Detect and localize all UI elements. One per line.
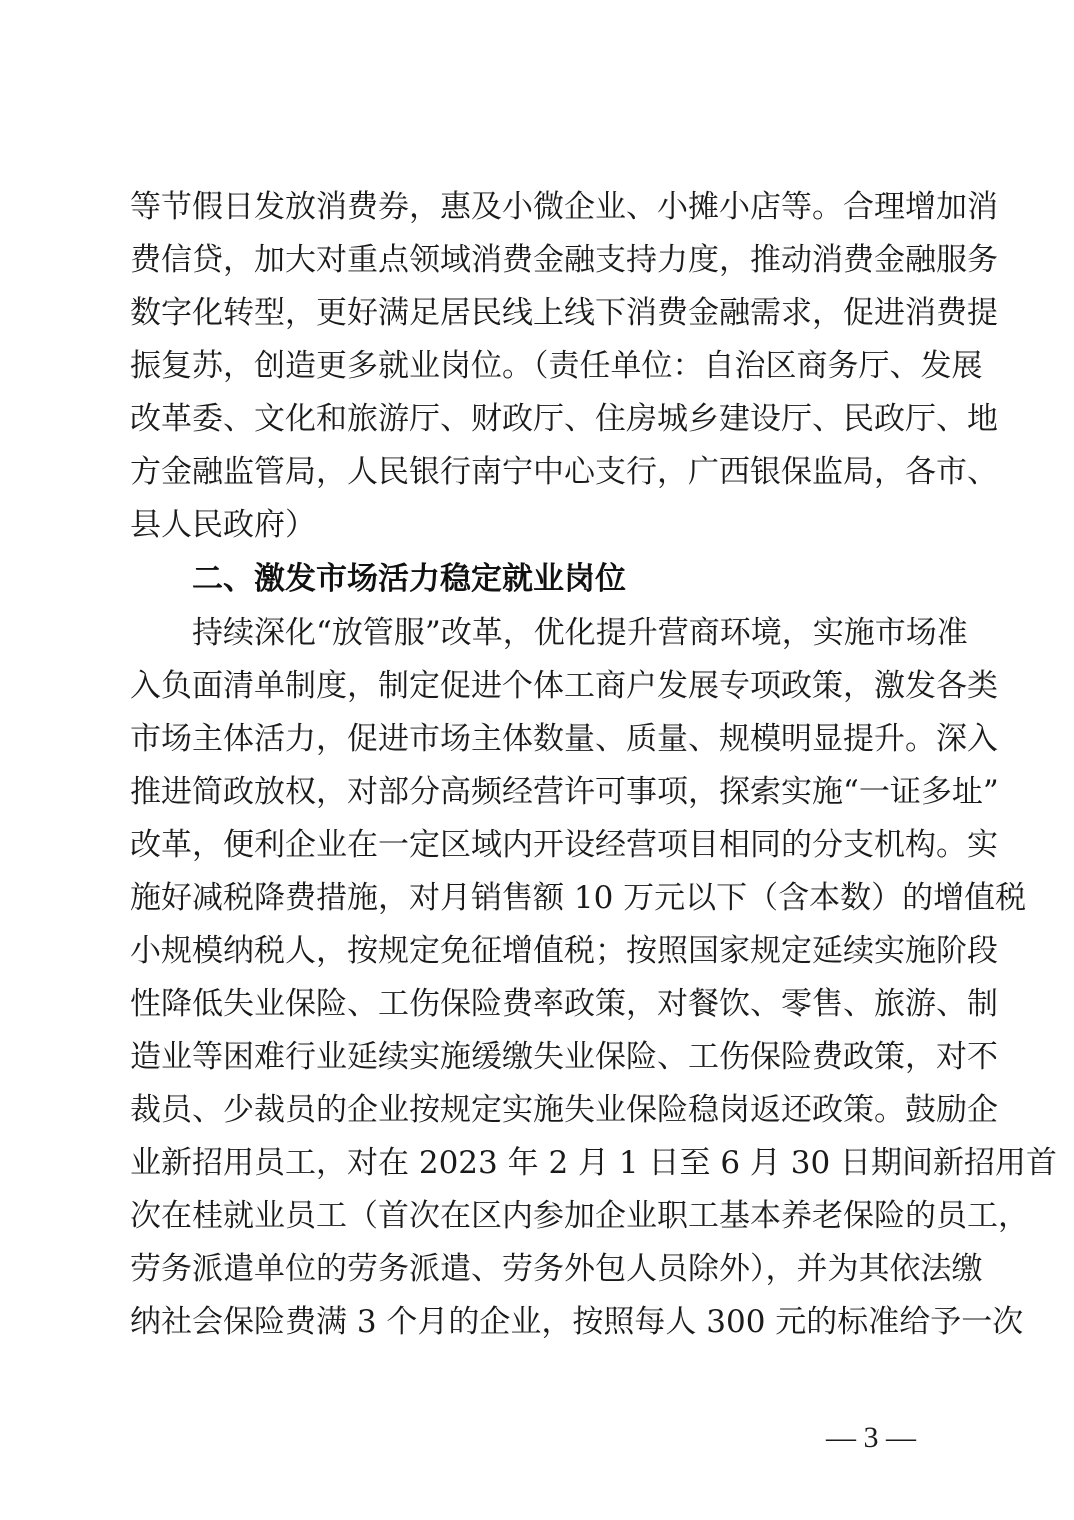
paragraph-2-line-1: 持续深化“放管服”改革，优化提升营商环境，实施市场准 [192,615,968,651]
page-number: — 3 — [826,1421,916,1454]
paragraph-2-line-14: 纳社会保险费满 3 个月的企业，按照每人 300 元的标准给予一次 [130,1304,1024,1340]
paragraph-1-line-2: 费信贷，加大对重点领域消费金融支持力度，推动消费金融服务 [130,242,998,278]
paragraph-2-line-2: 入负面清单制度，制定促进个体工商户发展专项政策，激发各类 [130,668,998,704]
paragraph-2-line-4: 推进简政放权，对部分高频经营许可事项，探索实施“一证多址” [130,774,999,810]
paragraph-1-line-7: 县人民政府） [130,507,316,543]
section-heading: 二、激发市场活力稳定就业岗位 [192,561,626,597]
paragraph-1-line-4: 振复苏，创造更多就业岗位。（责任单位：自治区商务厅、发展 [130,348,983,384]
paragraph-2-line-5: 改革，便利企业在一定区域内开设经营项目相同的分支机构。实 [130,827,998,863]
paragraph-2-line-11: 业新招用员工，对在 2023 年 2 月 1 日至 6 月 30 日期间新招用首 [130,1145,1058,1181]
paragraph-2-line-13: 劳务派遣单位的劳务派遣、劳务外包人员除外），并为其依法缴 [130,1251,983,1287]
paragraph-1-line-1: 等节假日发放消费券，惠及小微企业、小摊小店等。合理增加消 [130,189,998,225]
paragraph-2-line-8: 性降低失业保险、工伤保险费率政策，对餐饮、零售、旅游、制 [130,986,998,1022]
paragraph-2-line-3: 市场主体活力，促进市场主体数量、质量、规模明显提升。深入 [130,721,998,757]
paragraph-1-line-5: 改革委、文化和旅游厅、财政厅、住房城乡建设厅、民政厅、地 [130,401,998,437]
paragraph-2-line-6: 施好减税降费措施，对月销售额 10 万元以下（含本数）的增值税 [130,880,1027,916]
paragraph-2-line-9: 造业等困难行业延续实施缓缴失业保险、工伤保险费政策，对不 [130,1039,998,1075]
paragraph-2-line-10: 裁员、少裁员的企业按规定实施失业保险稳岗返还政策。鼓励企 [130,1092,998,1128]
paragraph-1-line-6: 方金融监管局，人民银行南宁中心支行，广西银保监局，各市、 [130,454,998,490]
paragraph-2-line-7: 小规模纳税人，按规定免征增值税；按照国家规定延续实施阶段 [130,933,998,969]
paragraph-1-line-3: 数字化转型，更好满足居民线上线下消费金融需求，促进消费提 [130,295,998,331]
paragraph-2-line-12: 次在桂就业员工（首次在区内参加企业职工基本养老保险的员工， [130,1198,1029,1234]
